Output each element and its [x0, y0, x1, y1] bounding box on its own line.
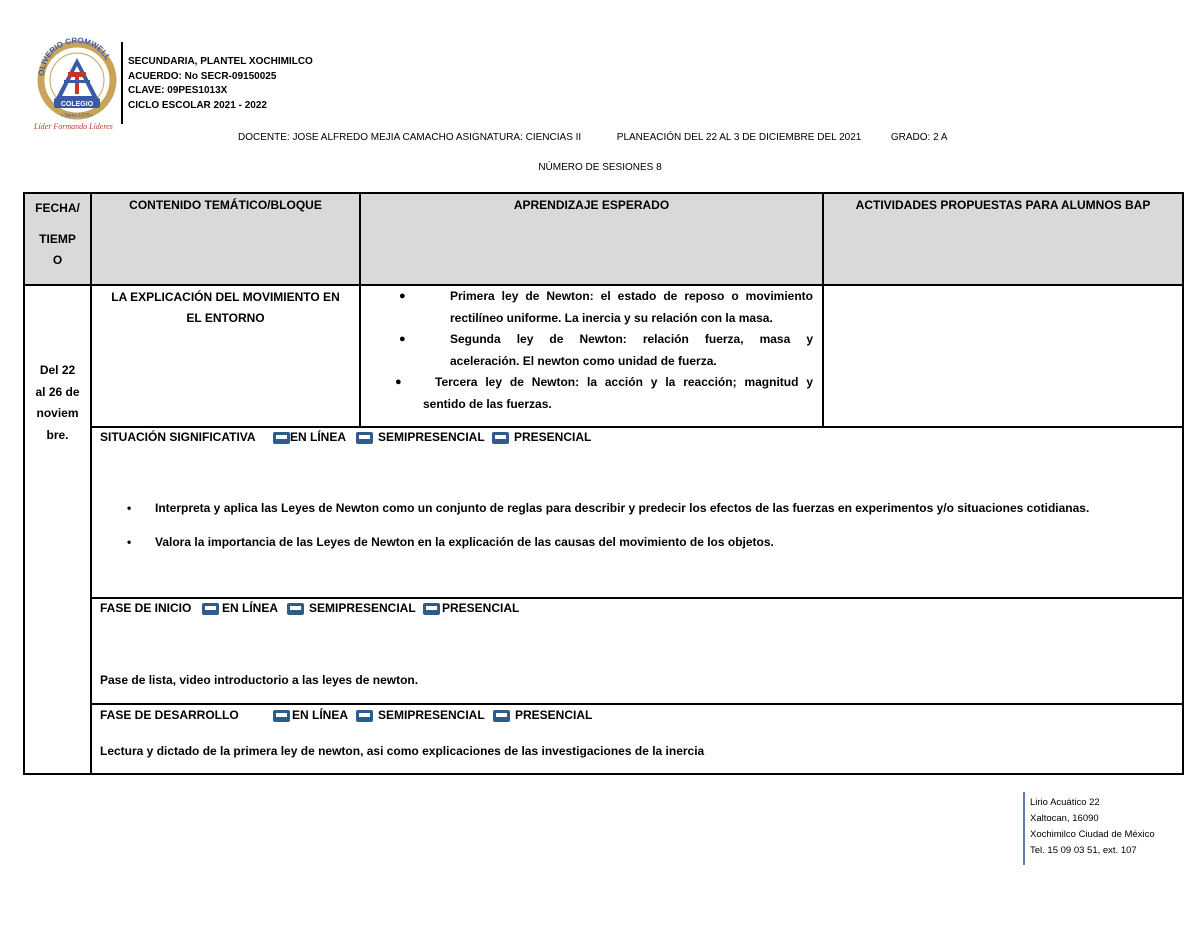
school-agreement: ACUERDO: No SECR-09150025 [128, 70, 277, 82]
header-contenido: CONTENIDO TEMÁTICO/BLOQUE [129, 198, 322, 212]
en-linea-label: EN LÍNEA [292, 708, 349, 722]
situacion-title: SITUACIÓN SIGNIFICATIVA [100, 430, 256, 444]
teacher-subject: DOCENTE: JOSE ALFREDO MEJIA CAMACHO ASIGNATURA: CIENCIAS II [238, 132, 582, 143]
semipresencial-label: SEMIPRESENCIAL [378, 430, 485, 444]
col-divider [359, 194, 361, 426]
footer-locality: Xaltocan, 16090 [1030, 813, 1099, 824]
en-linea-checkbox[interactable] [202, 603, 219, 615]
footer-divider [1023, 792, 1025, 865]
semipresencial-label: SEMIPRESENCIAL [309, 601, 416, 615]
logo-tagline: Líder Formando Líderes [34, 122, 113, 131]
footer-phone: Tel. 15 09 03 51, ext. 107 [1030, 845, 1137, 856]
situacion-item: Interpreta y aplica las Leyes de Newton como un conjunto de reglas para describir y predecir los efectos de las fuerzas en experimentos y/o situaciones cotidianas. [155, 501, 1090, 515]
row-divider [90, 597, 1182, 599]
fecha-value: Del 22 al 26 de noviem bre. [35, 363, 80, 442]
contenido-value: LA EXPLICACIÓN DEL MOVIMIENTO EN EL ENTORNO [111, 290, 340, 325]
aprendizaje-item: ● Primera ley de Newton: el estado de reposo o movimiento rectilíneo uniforme. La inercia y su relación con la masa. [399, 289, 813, 325]
logo-band-text: COLEGIO [60, 101, 94, 108]
planning-dates: PLANEACIÓN DEL 22 AL 3 DE DICIEMBRE DEL 2021 [616, 132, 862, 143]
footer-city: Xochimilco Ciudad de México [1030, 829, 1155, 840]
presencial-checkbox[interactable] [493, 710, 510, 722]
en-linea-label: EN LÍNEA [290, 430, 347, 444]
presencial-label: PRESENCIAL [514, 430, 592, 444]
aprendizaje-item: ● Tercera ley de Newton: la acción y la reacción; magnitud y sentido de las fuerzas. [395, 375, 813, 411]
presencial-label: PRESENCIAL [442, 601, 520, 615]
situacion-item: Valora la importancia de las Leyes de Newton en la explicación de las causas del movimiento de los objetos. [155, 535, 774, 549]
semipresencial-checkbox[interactable] [356, 710, 373, 722]
logo-since-text: • Since 1970 • [61, 113, 93, 119]
presencial-checkbox[interactable] [423, 603, 440, 615]
desarrollo-title: FASE DE DESARROLLO [100, 708, 239, 722]
col-divider [90, 194, 92, 773]
logo-arc-text: OLIVERIO CROMWELL [36, 35, 113, 77]
inicio-text: Pase de lista, video introductorio a las leyes de newton. [100, 673, 419, 687]
sessions-count: NÚMERO DE SESIONES 8 [538, 162, 662, 173]
header-aprendizaje: APRENDIZAJE ESPERADO [513, 198, 670, 212]
desarrollo-text: Lectura y dictado de la primera ley de newton, asi como explicaciones de las investigaciones de la inercia [100, 744, 705, 758]
situacion-bullet: • [127, 501, 132, 515]
school-name: SECUNDARIA, PLANTEL XOCHIMILCO [128, 56, 313, 67]
presencial-label: PRESENCIAL [515, 708, 593, 722]
header-fecha: FECHA/ TIEMP O [35, 201, 80, 267]
school-logo [32, 28, 120, 132]
row-divider [90, 426, 1182, 428]
footer-address [1030, 795, 1155, 859]
presencial-checkbox[interactable] [492, 432, 509, 444]
header-divider [121, 42, 123, 124]
semipresencial-checkbox[interactable] [356, 432, 373, 444]
actividades-value [824, 286, 1182, 426]
aprendizaje-item: ● Segunda ley de Newton: relación fuerza, masa y aceleración. El newton como unidad de fuerza. [399, 332, 813, 368]
footer-street: Lirio Acuático 22 [1030, 797, 1100, 808]
en-linea-checkbox[interactable] [273, 710, 290, 722]
semipresencial-label: SEMIPRESENCIAL [378, 708, 485, 722]
school-code: CLAVE: 09PES1013X [128, 85, 228, 97]
situacion-bullet: • [127, 535, 132, 549]
en-linea-label: EN LÍNEA [222, 601, 279, 615]
school-cycle: CICLO ESCOLAR 2021 - 2022 [128, 99, 267, 111]
planning-meta [238, 132, 948, 143]
inicio-title: FASE DE INICIO [100, 601, 192, 615]
row-divider [90, 703, 1182, 705]
en-linea-checkbox[interactable] [273, 432, 290, 444]
school-info [128, 55, 313, 113]
planning-table [23, 192, 1184, 775]
header-actividades: ACTIVIDADES PROPUESTAS PARA ALUMNOS BAP [855, 198, 1151, 212]
semipresencial-checkbox[interactable] [287, 603, 304, 615]
grade: GRADO: 2 A [890, 132, 948, 143]
